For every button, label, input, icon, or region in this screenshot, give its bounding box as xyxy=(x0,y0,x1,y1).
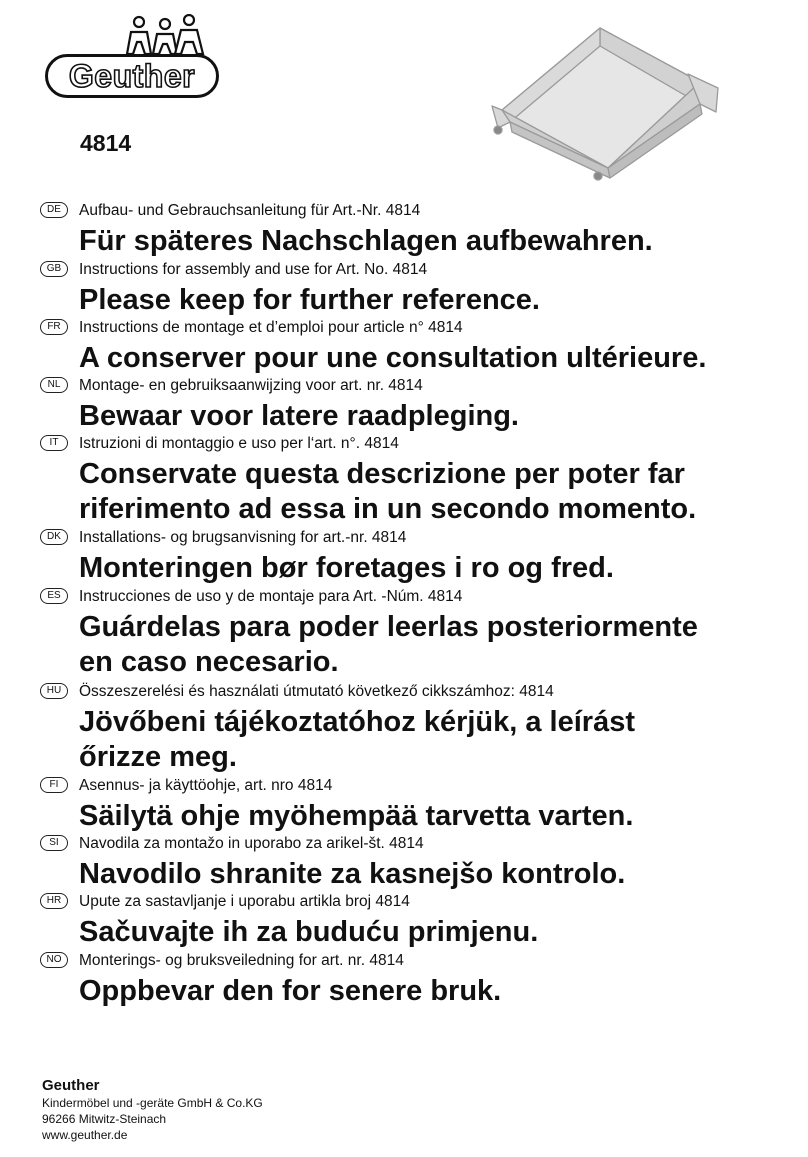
language-badge: NO xyxy=(40,952,68,968)
instruction-headline-line: Conservate questa descrizione per poter far xyxy=(79,458,685,490)
instruction-headline xyxy=(79,457,779,527)
instruction-subtitle: Installations- og brugsanvisning for art.-nr. 4814 xyxy=(79,529,407,546)
instruction-headline-line: riferimento ad essa in un secondo momento. xyxy=(79,493,697,525)
instruction-headline-line: en caso necesario. xyxy=(79,646,339,678)
changing-unit-illustration xyxy=(488,18,724,184)
language-badge: DE xyxy=(40,202,68,218)
company-footer xyxy=(42,1077,263,1143)
language-badge: HR xyxy=(40,893,68,909)
language-badge: FR xyxy=(40,319,68,335)
instruction-headline: Navodilo shranite za kasnejšo kontrolo. xyxy=(79,858,626,890)
instruction-headline xyxy=(79,705,779,775)
instruction-subtitle: Istruzioni di montaggio e uso per l‘art. n°. 4814 xyxy=(79,435,399,452)
language-badge: HU xyxy=(40,683,68,699)
instruction-headline: Monteringen bør foretages i ro og fred. xyxy=(79,552,614,584)
instruction-subtitle: Upute za sastavljanje i uporabu artikla broj 4814 xyxy=(79,893,410,910)
instruction-headline: Sačuvajte ih za buduću primjenu. xyxy=(79,916,539,948)
instruction-headline xyxy=(79,610,779,680)
language-badge: NL xyxy=(40,377,68,393)
instruction-subtitle: Instructions for assembly and use for Art. No. 4814 xyxy=(79,261,428,278)
company-legal-name: Kindermöbel und -geräte GmbH & Co.KG xyxy=(42,1096,263,1110)
brand-logo xyxy=(40,14,226,98)
language-badge: FI xyxy=(40,777,68,793)
instruction-subtitle: Összeszerelési és használati útmutató következő cikkszámhoz: 4814 xyxy=(79,683,554,700)
company-name: Geuther xyxy=(42,1077,100,1094)
instruction-subtitle: Instructions de montage et d’emploi pour article n° 4814 xyxy=(79,319,463,336)
article-number: 4814 xyxy=(80,130,132,156)
language-badge: GB xyxy=(40,261,68,277)
instruction-headline-line: Guárdelas para poder leerlas posteriormente xyxy=(79,611,698,643)
instruction-subtitle: Montage- en gebruiksaanwijzing voor art. nr. 4814 xyxy=(79,377,423,394)
instruction-headline: Please keep for further reference. xyxy=(79,284,540,316)
instruction-subtitle: Navodila za montažo in uporabo za arikel-št. 4814 xyxy=(79,835,424,852)
instruction-headline: Für späteres Nachschlagen aufbewahren. xyxy=(79,225,653,257)
company-address: 96266 Mitwitz-Steinach xyxy=(42,1112,167,1126)
instruction-subtitle: Monterings- og bruksveiledning for art. nr. 4814 xyxy=(79,952,404,969)
instruction-headline: Bewaar voor latere raadpleging. xyxy=(79,400,519,432)
instruction-subtitle: Aufbau- und Gebrauchsanleitung für Art.-Nr. 4814 xyxy=(79,202,421,219)
instruction-headline-line: őrizze meg. xyxy=(79,741,237,773)
instruction-headline: Säilytä ohje myöhempää tarvetta varten. xyxy=(79,800,634,832)
instruction-subtitle: Instrucciones de uso y de montaje para Art. -Núm. 4814 xyxy=(79,588,463,605)
language-badge: IT xyxy=(40,435,68,451)
language-badge: ES xyxy=(40,588,68,604)
company-website: www.geuther.de xyxy=(42,1128,128,1142)
instruction-headline: Oppbevar den for senere bruk. xyxy=(79,975,502,1007)
language-badge: SI xyxy=(40,835,68,851)
logo-wordmark: Geuther xyxy=(68,58,196,94)
instruction-headline-line: Jövőbeni tájékoztatóhoz kérjük, a leírást xyxy=(79,706,635,738)
language-badge: DK xyxy=(40,529,68,545)
children-figures-icon xyxy=(125,14,205,58)
instruction-headline: A conserver pour une consultation ultérieure. xyxy=(79,342,707,374)
instruction-subtitle: Asennus- ja käyttöohje, art. nro 4814 xyxy=(79,777,333,794)
